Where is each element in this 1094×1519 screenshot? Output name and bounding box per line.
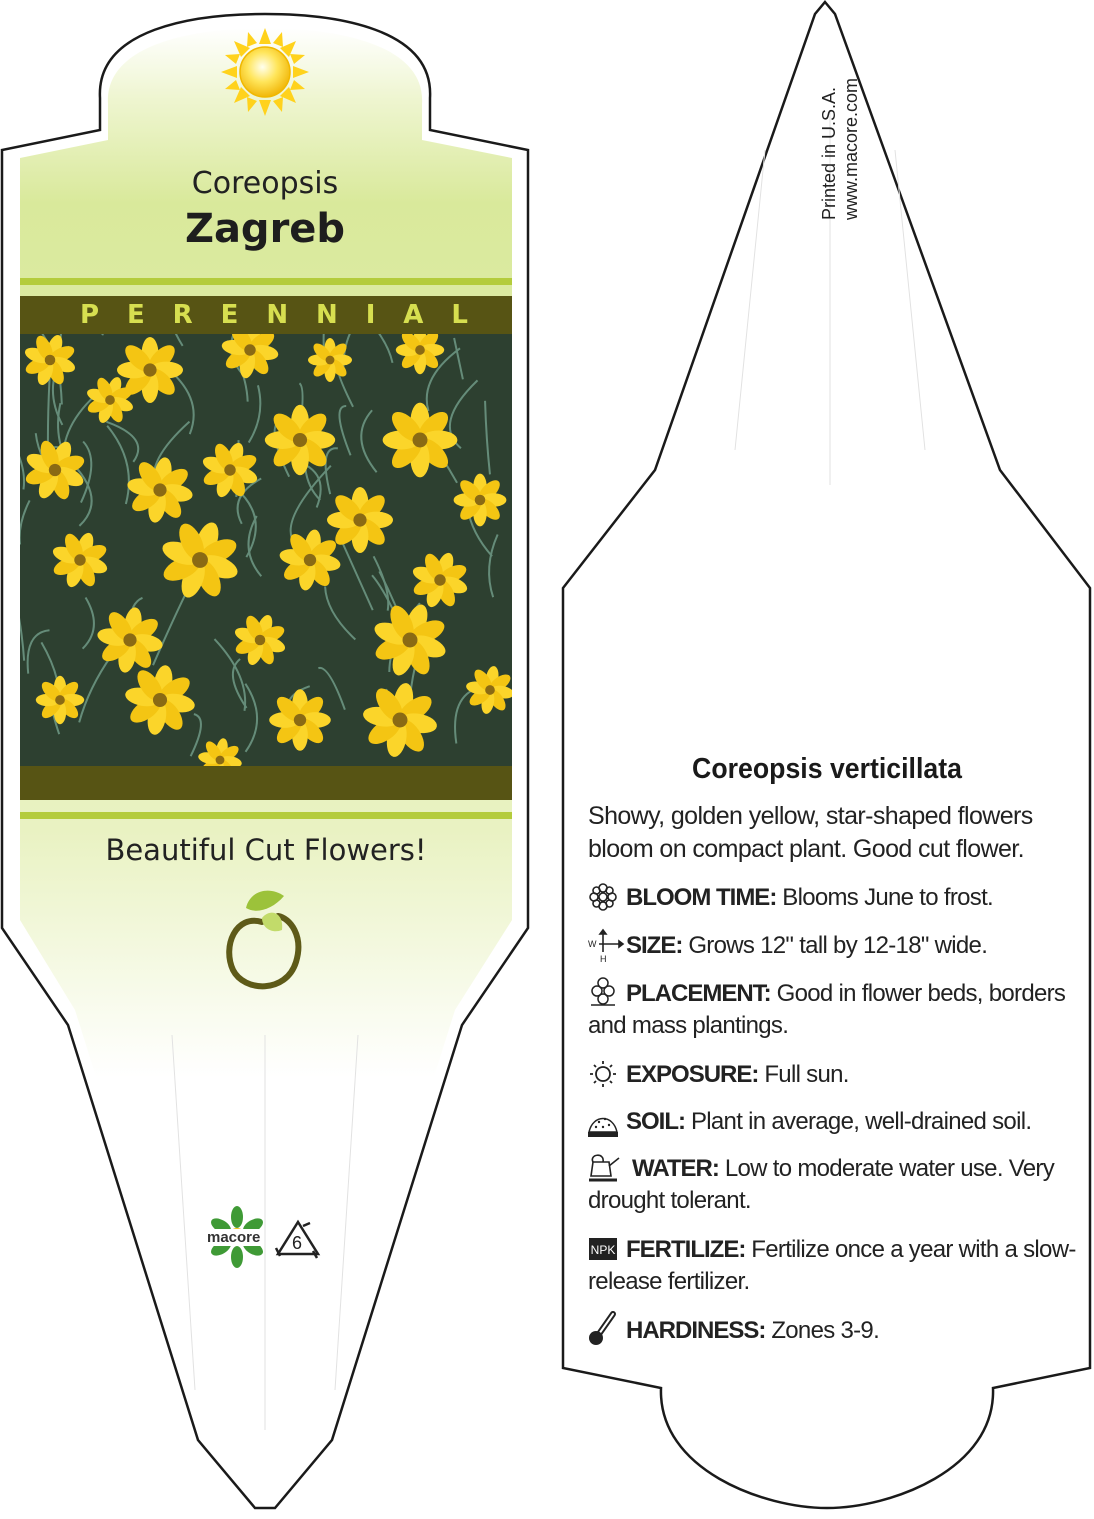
- attr-label: EXPOSURE:: [626, 1061, 759, 1088]
- perennial-letter: I: [365, 300, 376, 330]
- perennial-letter: N: [266, 300, 289, 330]
- attr-label: SOIL:: [626, 1108, 685, 1135]
- attr-water: [588, 1153, 1078, 1217]
- perennial-letter: N: [316, 300, 338, 330]
- recycle-code: 6: [292, 1233, 303, 1253]
- description: Showy, golden yellow, star-shaped flowers bloom on compact plant. Good cut flower.: [588, 802, 1033, 863]
- attr-value: Plant in average, well-drained soil.: [690, 1108, 1032, 1135]
- attr-label: SIZE:: [626, 932, 683, 959]
- svg-text:W: W: [588, 939, 597, 949]
- attr-label: FERTILIZE:: [626, 1236, 746, 1263]
- plant-cultivar-title: Zagreb: [184, 206, 346, 252]
- attr-size: [588, 930, 1078, 962]
- plant-photo: [0, 265, 515, 782]
- accent-line-bottom: [20, 812, 512, 819]
- perennial-letter: P: [80, 300, 100, 330]
- perennial-letter: R: [172, 300, 193, 330]
- perennial-letter: E: [126, 300, 145, 330]
- attr-value: Blooms June to frost.: [782, 884, 994, 911]
- attr-label: HARDINESS:: [626, 1317, 766, 1344]
- tagline: Beautiful Cut Flowers!: [105, 833, 427, 867]
- accent-line-top: [20, 278, 512, 285]
- attr-hardiness: [588, 1315, 1078, 1347]
- attr-value: Fertilize once a year with a slow-release fertilizer.: [588, 1236, 1076, 1295]
- printed-info: [818, 78, 862, 220]
- attr-placement: [588, 978, 1078, 1042]
- perennial-label: [20, 296, 512, 334]
- attr-value: Zones 3-9.: [771, 1317, 880, 1344]
- attr-exposure: [588, 1059, 1078, 1091]
- attr-value: Full sun.: [764, 1061, 849, 1088]
- species-title: Coreopsis verticillata: [692, 753, 962, 785]
- attr-label: PLACEMENT:: [626, 980, 771, 1007]
- attr-bloom-time: [588, 882, 1078, 914]
- macore-brand-text: macore: [207, 1229, 261, 1246]
- attr-value: Grows 12" tall by 12-18" wide.: [688, 932, 988, 959]
- sun-icon: [221, 28, 309, 116]
- website: www.macore.com: [841, 77, 861, 220]
- plant-genus-title: Coreopsis: [191, 166, 339, 201]
- svg-text:H: H: [600, 954, 607, 964]
- attr-label: BLOOM TIME:: [626, 884, 777, 911]
- perennial-letter: A: [403, 300, 424, 330]
- attr-fertilize: [588, 1234, 1078, 1298]
- photo-band-bottom: [20, 766, 512, 800]
- attr-label: WATER:: [632, 1155, 719, 1182]
- printed-in: Printed in U.S.A.: [819, 86, 839, 220]
- attr-value: Low to moderate water use. Very drought tolerant.: [588, 1155, 1054, 1214]
- perennial-letter: E: [220, 300, 239, 330]
- attr-soil: [588, 1106, 1078, 1138]
- attr-value: Good in flower beds, borders and mass plantings.: [588, 980, 1066, 1039]
- svg-text:NPK: NPK: [590, 1243, 616, 1257]
- perennial-letter: L: [451, 300, 468, 330]
